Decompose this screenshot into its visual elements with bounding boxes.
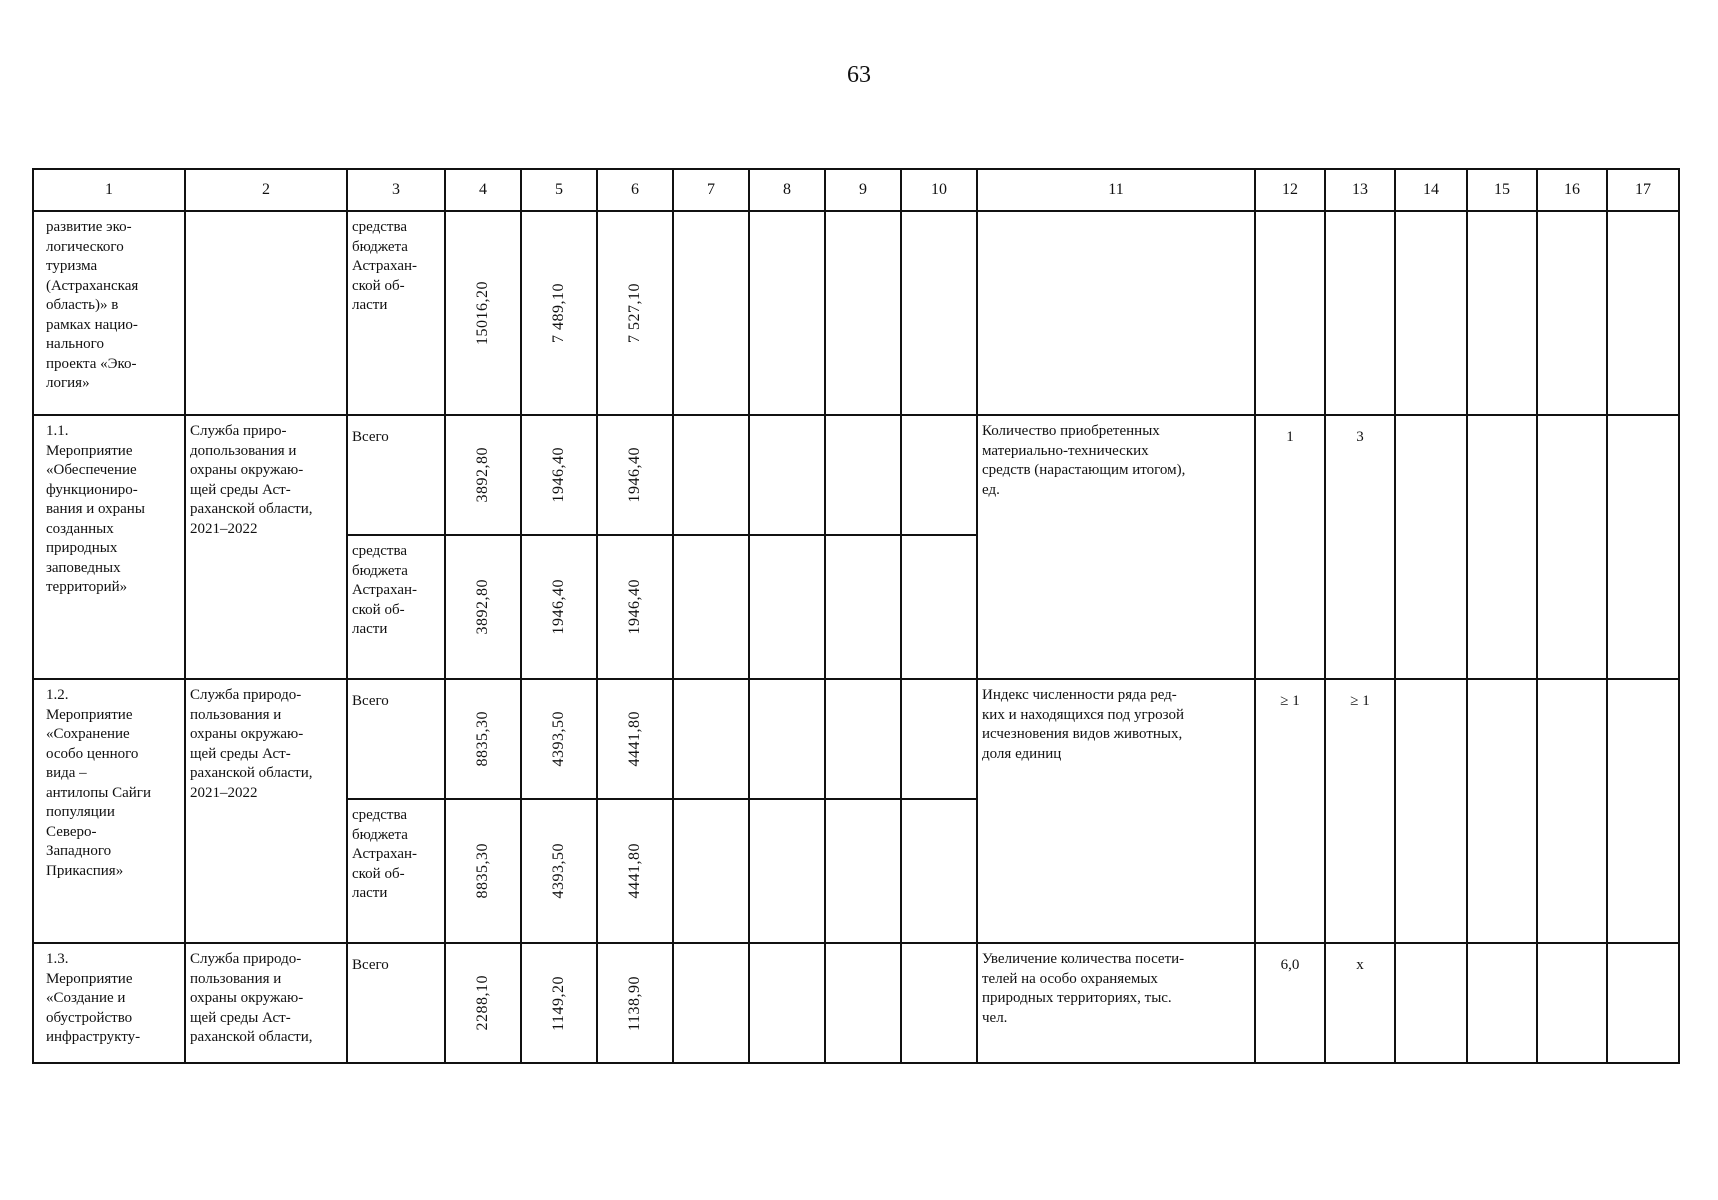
activity-name-cell [33, 415, 185, 679]
activity-name: 1.2. Мероприятие «Сохранение особо ценного вида – антилопы Сайги популяции Северо- Западного Прикаспия» [46, 687, 151, 879]
year1-amount: 4393,50 [549, 843, 567, 899]
target-2022: ≥ 1 [1350, 693, 1370, 709]
year1-amount-cell [521, 679, 597, 799]
empty-cell [901, 679, 977, 799]
funding-source-cell [347, 415, 445, 535]
empty-cell [825, 943, 901, 1063]
target-2021: ≥ 1 [1280, 693, 1300, 709]
indicator-text: Количество приобретенных материально-технических средств (нарастающим итогом), ед. [982, 423, 1186, 498]
column-header: 12 [1255, 169, 1325, 211]
column-header: 17 [1607, 169, 1679, 211]
executor-cell [185, 211, 347, 415]
year2-amount-cell [597, 415, 673, 535]
column-header: 16 [1537, 169, 1607, 211]
column-number-row [33, 169, 1679, 211]
funding-source: Всего [352, 429, 389, 445]
empty-cell [1395, 211, 1467, 415]
indicator-text: Увеличение количества посети- телей на особо охраняемых природных территориях, тыс. чел. [982, 951, 1185, 1026]
total-amount: 15016,20 [473, 281, 491, 345]
year1-amount-cell [521, 211, 597, 415]
year2-amount-cell [597, 679, 673, 799]
empty-cell [1395, 943, 1467, 1063]
indicator-cell [977, 943, 1255, 1063]
year2-amount: 1946,40 [625, 579, 643, 635]
empty-cell [901, 943, 977, 1063]
target-2021-cell [1255, 943, 1325, 1063]
column-header: 3 [347, 169, 445, 211]
empty-cell [901, 415, 977, 535]
indicator-cell [977, 679, 1255, 943]
column-header: 2 [185, 169, 347, 211]
column-header: 10 [901, 169, 977, 211]
target-2021: 1 [1286, 429, 1294, 445]
funding-source-cell [347, 679, 445, 799]
column-header: 4 [445, 169, 521, 211]
empty-cell [1325, 211, 1395, 415]
target-2021: 6,0 [1280, 957, 1300, 973]
column-header: 11 [977, 169, 1255, 211]
total-amount: 8835,30 [473, 711, 491, 767]
year1-amount: 4393,50 [549, 711, 567, 767]
year2-amount-cell [597, 943, 673, 1063]
empty-cell [825, 679, 901, 799]
year2-amount: 1138,90 [625, 975, 643, 1031]
empty-cell [749, 799, 825, 943]
funding-source: Всего [352, 693, 389, 709]
indicator-cell [977, 415, 1255, 679]
empty-cell [901, 799, 977, 943]
empty-cell [1537, 943, 1607, 1063]
empty-cell [1467, 679, 1537, 943]
year2-amount: 4441,80 [625, 711, 643, 767]
executor: Служба природо- пользования и охраны окружаю- щей среды Аст- раханской области, [190, 951, 313, 1045]
funding-source-cell [347, 943, 445, 1063]
year2-amount-cell [597, 799, 673, 943]
column-header: 7 [673, 169, 749, 211]
empty-cell [1395, 415, 1467, 679]
indicator-cell [977, 211, 1255, 415]
target-2022-cell [1325, 943, 1395, 1063]
total-amount: 8835,30 [473, 843, 491, 899]
total-amount: 2288,10 [473, 975, 491, 1031]
empty-cell [825, 535, 901, 679]
year2-amount-cell [597, 535, 673, 679]
year1-amount-cell [521, 415, 597, 535]
executor-cell [185, 679, 347, 943]
activity-name-cell [33, 679, 185, 943]
activity-name-cell [33, 211, 185, 415]
empty-cell [749, 211, 825, 415]
program-table [32, 168, 1680, 1064]
empty-cell [749, 679, 825, 799]
activity-name: развитие эко- логического туризма (Астраханская область)» в рамках нацио- нального проекта «Эко- логия» [46, 219, 139, 391]
column-header: 6 [597, 169, 673, 211]
year2-amount-cell [597, 211, 673, 415]
year2-amount: 7 527,10 [625, 283, 643, 343]
target-2022: 3 [1356, 429, 1364, 445]
empty-cell [1467, 415, 1537, 679]
target-2022-cell [1325, 415, 1395, 679]
empty-cell [825, 415, 901, 535]
year1-amount: 7 489,10 [549, 283, 567, 343]
empty-cell [673, 415, 749, 535]
column-header: 5 [521, 169, 597, 211]
year2-amount: 4441,80 [625, 843, 643, 899]
table-row [33, 211, 1679, 415]
empty-cell [673, 799, 749, 943]
empty-cell [825, 799, 901, 943]
year1-amount-cell [521, 943, 597, 1063]
target-2022: х [1356, 957, 1364, 973]
empty-cell [1607, 211, 1679, 415]
total-amount-cell [445, 415, 521, 535]
activity-name: 1.1. Мероприятие «Обеспечение функциониро- вания и охраны созданных природных заповедных территорий» [46, 423, 145, 595]
empty-cell [749, 415, 825, 535]
empty-cell [901, 535, 977, 679]
empty-cell [1537, 211, 1607, 415]
empty-cell [1395, 679, 1467, 943]
funding-source: Всего [352, 957, 389, 973]
empty-cell [749, 943, 825, 1063]
empty-cell [1537, 679, 1607, 943]
total-amount-cell [445, 679, 521, 799]
executor: Служба приро- допользования и охраны окружаю- щей среды Аст- раханской области, 2021–2022 [190, 423, 313, 537]
funding-source-cell [347, 535, 445, 679]
target-2021-cell [1255, 679, 1325, 943]
empty-cell [825, 211, 901, 415]
empty-cell [1255, 211, 1325, 415]
funding-source: средства бюджета Астрахан- ской об- ласти [352, 543, 417, 637]
funding-source: средства бюджета Астрахан- ской об- ласти [352, 219, 417, 313]
total-amount-cell [445, 799, 521, 943]
total-amount-cell [445, 535, 521, 679]
year1-amount: 1946,40 [549, 447, 567, 503]
total-amount: 3892,80 [473, 447, 491, 503]
target-2022-cell [1325, 679, 1395, 943]
empty-cell [673, 943, 749, 1063]
executor-cell [185, 943, 347, 1063]
column-header: 14 [1395, 169, 1467, 211]
table-row [33, 415, 1679, 535]
page-number: 63 [847, 62, 871, 88]
activity-name: 1.3. Мероприятие «Создание и обустройство инфраструкту- [46, 951, 141, 1045]
empty-cell [1467, 943, 1537, 1063]
empty-cell [1467, 211, 1537, 415]
total-amount: 3892,80 [473, 579, 491, 635]
empty-cell [1607, 415, 1679, 679]
total-amount-cell [445, 943, 521, 1063]
empty-cell [1537, 415, 1607, 679]
funding-source-cell [347, 211, 445, 415]
empty-cell [901, 211, 977, 415]
empty-cell [749, 535, 825, 679]
executor-cell [185, 415, 347, 679]
funding-source: средства бюджета Астрахан- ской об- ласти [352, 807, 417, 901]
column-header: 15 [1467, 169, 1537, 211]
activity-name-cell [33, 943, 185, 1063]
table-row [33, 679, 1679, 799]
year1-amount: 1946,40 [549, 579, 567, 635]
year2-amount: 1946,40 [625, 447, 643, 503]
column-header: 1 [33, 169, 185, 211]
column-header: 9 [825, 169, 901, 211]
year1-amount: 1149,20 [549, 975, 567, 1031]
funding-source-cell [347, 799, 445, 943]
column-header: 13 [1325, 169, 1395, 211]
total-amount-cell [445, 211, 521, 415]
empty-cell [1607, 679, 1679, 943]
empty-cell [673, 211, 749, 415]
year1-amount-cell [521, 535, 597, 679]
empty-cell [1607, 943, 1679, 1063]
year1-amount-cell [521, 799, 597, 943]
table-row [33, 943, 1679, 1063]
target-2021-cell [1255, 415, 1325, 679]
empty-cell [673, 679, 749, 799]
executor: Служба природо- пользования и охраны окружаю- щей среды Аст- раханской области, 2021–2022 [190, 687, 313, 801]
empty-cell [673, 535, 749, 679]
indicator-text: Индекс численности ряда ред- ких и находящихся под угрозой исчезновения видов животных, доля единиц [982, 687, 1185, 762]
column-header: 8 [749, 169, 825, 211]
